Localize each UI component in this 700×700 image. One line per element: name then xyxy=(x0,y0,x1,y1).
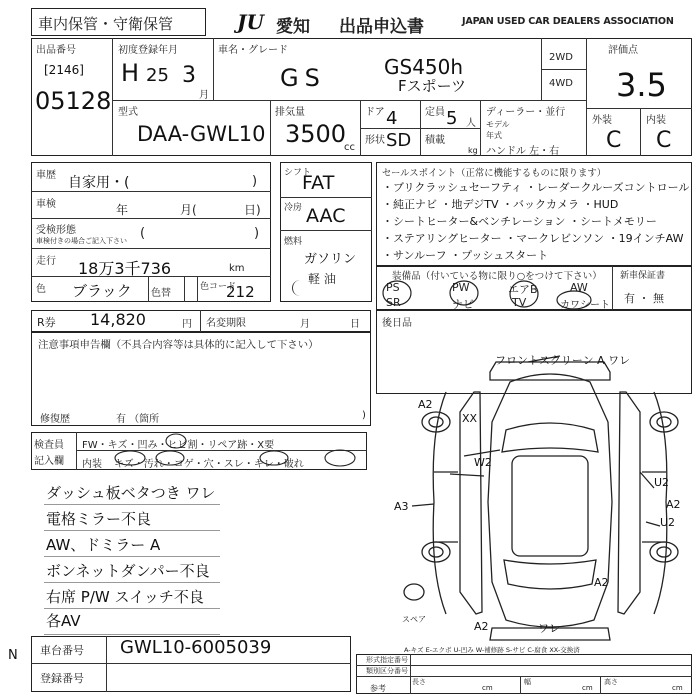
color-label: 色 xyxy=(36,284,46,295)
shift-label: シフト xyxy=(284,168,312,178)
defect-note: 各AV xyxy=(46,612,81,630)
registration-number-label: 登録番号 xyxy=(40,672,84,685)
year-label: 年式 xyxy=(486,131,502,140)
later-items-label: 後日品 xyxy=(382,318,412,329)
margin-mark: N xyxy=(8,648,18,663)
inspector-label-2: 記入欄 xyxy=(34,456,64,467)
history-close: ) xyxy=(252,174,258,189)
ext-label: 外装 xyxy=(592,115,612,126)
reg-month-unit: 月 xyxy=(199,90,209,101)
damage-mark: A2 xyxy=(594,576,609,589)
damage-mark: A3 xyxy=(394,500,409,513)
equip-ps: PS xyxy=(386,281,400,294)
inspection-label: 車検 xyxy=(36,199,56,210)
grade-line2: Fスポーツ xyxy=(398,77,467,95)
lot-label: 出品番号 xyxy=(36,45,76,56)
width-unit: cm xyxy=(582,684,593,692)
defect-note: AW、ドミラー A xyxy=(46,536,161,554)
recycle-value: 14,820 xyxy=(90,310,146,329)
capacity-unit: 人 xyxy=(466,118,476,129)
length-unit: cm xyxy=(482,684,493,692)
spare-label: スペア xyxy=(402,615,426,624)
notes-label: 注意事項申告欄（不具合内容等は具体的に記入して下さい） xyxy=(38,339,319,351)
color-code: 212 xyxy=(226,283,255,301)
shape-label: 形状 xyxy=(365,135,385,146)
reg-month: 3 xyxy=(182,63,196,88)
name-change-day: 日 xyxy=(350,319,360,330)
warranty-options: 有 ・ 無 xyxy=(624,292,664,305)
damage-mark: A2 xyxy=(666,498,681,511)
recycle-label: R券 xyxy=(37,316,56,329)
type-value: DAA-GWL10 xyxy=(137,122,266,146)
handle-label: ハンドル 左・右 xyxy=(486,146,560,157)
equip-pw: PW xyxy=(452,281,470,294)
sales-point-line: ・サンルーフ ・プッシュスタート xyxy=(382,249,549,262)
lot-number: 05128 xyxy=(35,87,112,115)
damage-legend: A-キズ E-エクボ U-凹み W-補修跡 S-サビ C-腐食 XX-交換済 xyxy=(404,646,580,654)
defect-note: ダッシュ板ベタつき ワレ xyxy=(46,484,216,502)
receipt-close: ) xyxy=(254,226,260,241)
score-label: 評価点 xyxy=(608,45,638,56)
damage-mark: U2 xyxy=(660,516,676,529)
warranty-label: 新車保証書 xyxy=(620,271,666,281)
score-value: 3.5 xyxy=(616,66,667,104)
diagram-top-note: フロントスクリーン A ワレ xyxy=(495,354,631,367)
inspector-marks xyxy=(76,432,367,470)
sales-points-label: セールスポイント（正常に機能するものに限ります） xyxy=(382,168,607,179)
int-label: 内装 xyxy=(646,115,666,126)
damage-mark: ワレ xyxy=(538,622,560,635)
damage-mark: U2 xyxy=(654,476,670,489)
first-reg-label: 初度登録年月 xyxy=(118,45,178,56)
inspector-row-2-label: 内装 xyxy=(82,459,102,470)
model-label: モデル xyxy=(486,120,510,129)
sales-point-line: ・ブリクラッシュセーフティ ・レーダークルーズコントロール xyxy=(382,181,690,194)
defect-note: 右席 P/W スイッチ不良 xyxy=(46,588,204,606)
repair-history-label: 修復歴 xyxy=(40,414,70,425)
association-name: JAPAN USED CAR DEALERS ASSOCIATION xyxy=(462,16,674,27)
grade-line1: GS450h xyxy=(384,55,464,79)
reference-label: 参考 xyxy=(370,684,386,693)
mileage-unit: km xyxy=(229,263,245,274)
height-unit: cm xyxy=(672,684,683,692)
type-designation-label: 形式指定番号 xyxy=(366,656,408,664)
storage-label: 車内保管・守衛保管 xyxy=(38,15,174,33)
reg-era: H xyxy=(121,59,140,87)
displacement-label: 排気量 xyxy=(275,107,305,118)
history-value: 自家用・( xyxy=(68,175,130,191)
repair-history-close: ) xyxy=(362,410,366,421)
form-title: 出品申込書 xyxy=(339,17,424,37)
type-label: 型式 xyxy=(118,107,138,118)
equip-leather: カワシート xyxy=(560,300,610,311)
load-label: 積載 xyxy=(425,135,445,146)
displacement-value: 3500 xyxy=(285,120,347,148)
damage-mark: XX xyxy=(462,412,478,425)
receipt-open: ( xyxy=(140,226,146,241)
load-unit: kg xyxy=(468,146,478,155)
receipt-label: 受検形態 xyxy=(36,225,76,236)
equipment-label: 装備品（付いている物に限り○をつけて下さい） xyxy=(392,271,602,282)
equip-navi: ナビ xyxy=(452,298,474,311)
capacity-label: 定員 xyxy=(425,107,445,118)
ext-value: C xyxy=(606,128,622,153)
displacement-unit: cc xyxy=(344,142,355,153)
dealer-label: ディーラー・並行 xyxy=(486,107,566,118)
chassis-number: GWL10-6005039 xyxy=(120,637,272,658)
name-change-label: 名変期限 xyxy=(206,318,246,329)
cooling-value: AAC xyxy=(306,205,346,227)
inspection-month: 月( xyxy=(180,203,197,217)
equip-sr: SR xyxy=(386,296,401,309)
fuel-value-2: 軽 油 xyxy=(308,272,336,286)
width-label: 幅 xyxy=(524,678,531,686)
car-name: GS xyxy=(280,64,326,92)
inspection-year: 年 xyxy=(116,203,129,217)
2wd-label: 2WD xyxy=(549,52,573,63)
int-value: C xyxy=(656,128,672,153)
inspection-day: 日) xyxy=(244,203,261,217)
defect-note: ボンネットダンパー不良 xyxy=(46,562,210,580)
category-label: 類別区分番号 xyxy=(366,667,408,675)
shift-value: FAT xyxy=(302,172,335,194)
recycle-unit: 円 xyxy=(182,319,192,330)
history-label: 車歴 xyxy=(36,170,56,181)
mileage-label: 走行 xyxy=(36,256,56,267)
cooling-label: 冷房 xyxy=(284,203,303,213)
name-change-month: 月 xyxy=(300,319,310,330)
shape-value: SD xyxy=(386,130,412,151)
sales-point-line: ・シートヒーター&ベンチレーション ・シートメモリー xyxy=(382,215,657,228)
inspector-row-1: FW・キズ・凹み・ヒビ割・リペア跡・X要 xyxy=(82,440,275,451)
equip-aw: AW xyxy=(570,281,588,294)
car-name-label: 車名・グレード xyxy=(218,45,288,56)
equip-airbag: エアB xyxy=(508,283,538,296)
defect-note: 電格ミラー不良 xyxy=(46,510,152,528)
color-code-label: 色コード xyxy=(200,282,237,292)
door-value: 4 xyxy=(386,108,398,129)
fuel-label: 燃料 xyxy=(284,237,303,247)
ju-logo: JU xyxy=(237,10,264,34)
color-change-label: 色替 xyxy=(151,288,171,299)
storage-box xyxy=(31,8,206,36)
sales-point-line: ・純正ナビ ・地デジTV ・バックカメラ ・HUD xyxy=(382,198,619,211)
length-label: 長さ xyxy=(412,678,426,686)
lot-sub-number: [2146] xyxy=(44,63,84,77)
reg-year: 25 xyxy=(146,65,169,86)
region-name: 愛知 xyxy=(276,17,310,37)
4wd-label: 4WD xyxy=(549,78,573,89)
recycle-row xyxy=(31,310,371,332)
equipment-circles xyxy=(376,266,612,310)
damage-mark: A2 xyxy=(418,398,433,411)
sales-point-line: ・ステアリングヒーター ・マークレビンソン ・19インチAW xyxy=(382,232,684,245)
damage-mark: W2 xyxy=(474,456,492,469)
capacity-value: 5 xyxy=(446,108,458,129)
door-label: ドア xyxy=(365,107,385,118)
height-label: 高さ xyxy=(604,678,618,686)
fuel-value-1: ガソリン xyxy=(304,252,357,267)
mileage-value: 18万3千736 xyxy=(78,259,172,278)
inspector-label-1: 検査員 xyxy=(34,440,64,451)
chassis-label: 車台番号 xyxy=(40,644,84,657)
repair-history-value: 有 （箇所 xyxy=(116,414,160,425)
damage-mark: A2 xyxy=(474,620,489,633)
inspector-row-2: キズ・汚れ・コゲ・穴・スレ・キレ・破れ xyxy=(114,459,304,470)
car-damage-diagram xyxy=(400,352,692,652)
equip-tv: TV xyxy=(512,296,527,309)
receipt-sub: 車検付きの場合ご記入下さい xyxy=(36,237,127,245)
color-value: ブラック xyxy=(72,282,132,300)
